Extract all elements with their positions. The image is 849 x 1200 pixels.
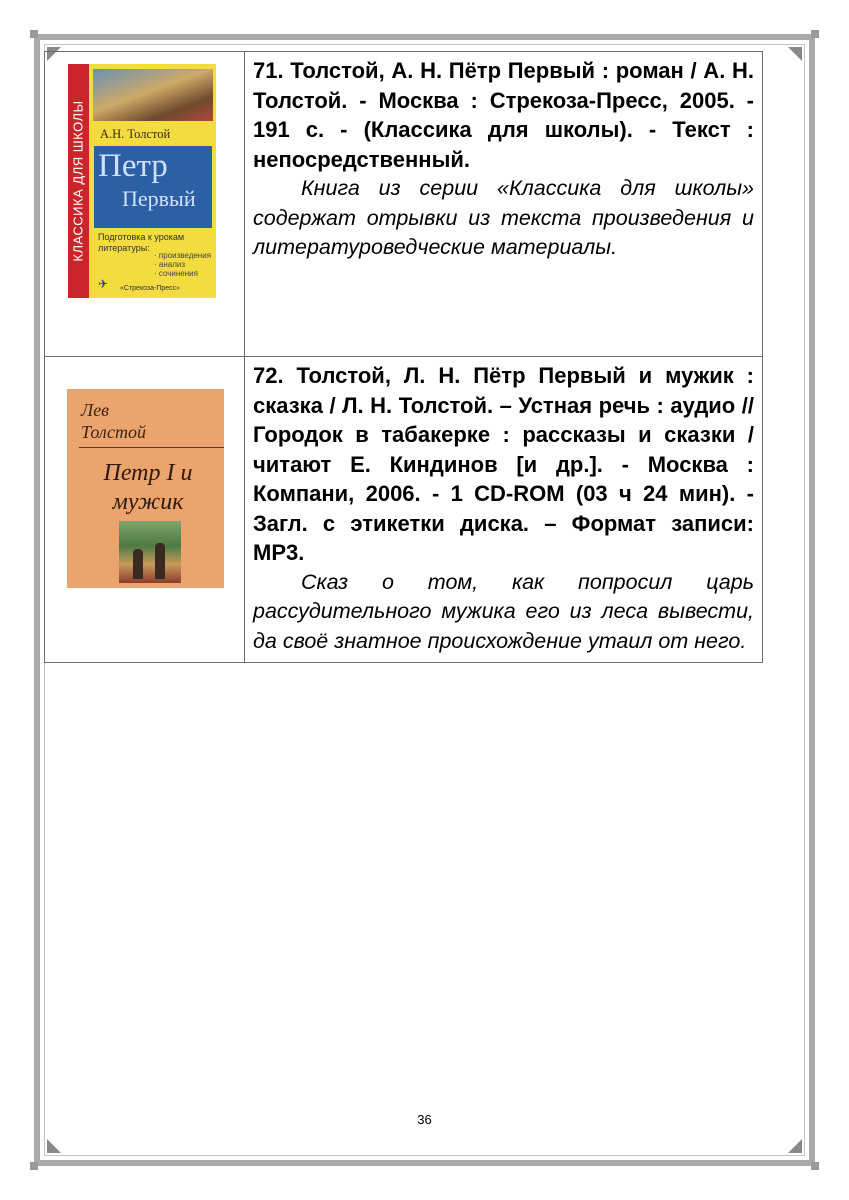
cover-list-item: · анализ [154,260,186,269]
cover-title [73,459,223,517]
cover-series-label: КЛАССИКА ДЛЯ ШКОЛЫ [70,100,86,262]
cover-title-line2: Первый [122,186,196,211]
cover-list-item: · произведения [154,251,212,260]
illustration-figure [155,543,165,579]
annotation: Сказ о том, как попросил царь рассудительного мужика его из леса вывести, да своё знатное происхождение утаил от него. [253,569,754,653]
illustration-figure [133,549,143,579]
frame-corner-triangle [788,1139,802,1153]
cover-illustration [119,521,181,583]
cover-cell [45,52,245,357]
page-number: 36 [417,1112,432,1127]
book-cover-petr-i-muzhik [67,389,224,588]
frame-corner-triangle [788,47,802,61]
cover-illustration [93,69,213,121]
description-cell [245,52,763,357]
cover-title-line1: Петр I и [103,460,193,486]
cover-contents-list [154,251,211,278]
bibliographic-record: 71. Толстой, А. Н. Пётр Первый : роман / А. Н. Толстой. - Москва : Стрекоза-Пресс, 2005. - 191 с. - (Классика для школы). - Текст : непосредственный. [253,58,754,172]
publisher-logo-icon: ✈ [98,277,109,291]
book-cover-petr-pervyi [68,64,216,298]
cover-cell [45,357,245,663]
frame-corner-ornament [811,1162,819,1170]
bibliography-entry [45,357,763,663]
bibliographic-record: 72. Толстой, Л. Н. Пётр Первый и мужик : сказка / Л. Н. Толстой. – Устная речь : аудио // Городок в табакерке : рассказы и сказки / читают Е. Киндинов [и др.]. - Москва : Компани, 2006. - 1 CD-ROM (03 ч 24 мин). - Загл. с этикетки диска. – Формат записи: MP3. [253,363,754,565]
cover-publisher: «Стрекоза-Пресс» [120,285,181,292]
cover-title-line2: мужик [112,489,184,515]
cover-author-line2: Толстой [81,422,146,442]
annotation: Книга из серии «Классика для школы» содержат отрывки из текста произведения и литературоведческие материалы. [253,176,754,259]
cover-author-line1: Лев [81,400,109,420]
frame-corner-ornament [30,30,38,38]
frame-corner-triangle [47,1139,61,1153]
cover-author: А.Н. Толстой [100,127,171,141]
cover-series-spine [68,64,89,298]
cover-list-item: · сочинения [154,269,198,278]
frame-corner-ornament [811,30,819,38]
bibliography-table [44,51,763,663]
frame-corner-ornament [30,1162,38,1170]
cover-title-box [94,146,212,228]
description-cell [245,357,763,663]
cover-subtitle: Подготовка к урокам литературы: [98,232,185,253]
cover-title-line1: Петр [98,148,168,184]
cover-divider [79,447,224,448]
bibliography-entry [45,52,763,357]
cover-author [81,399,146,443]
